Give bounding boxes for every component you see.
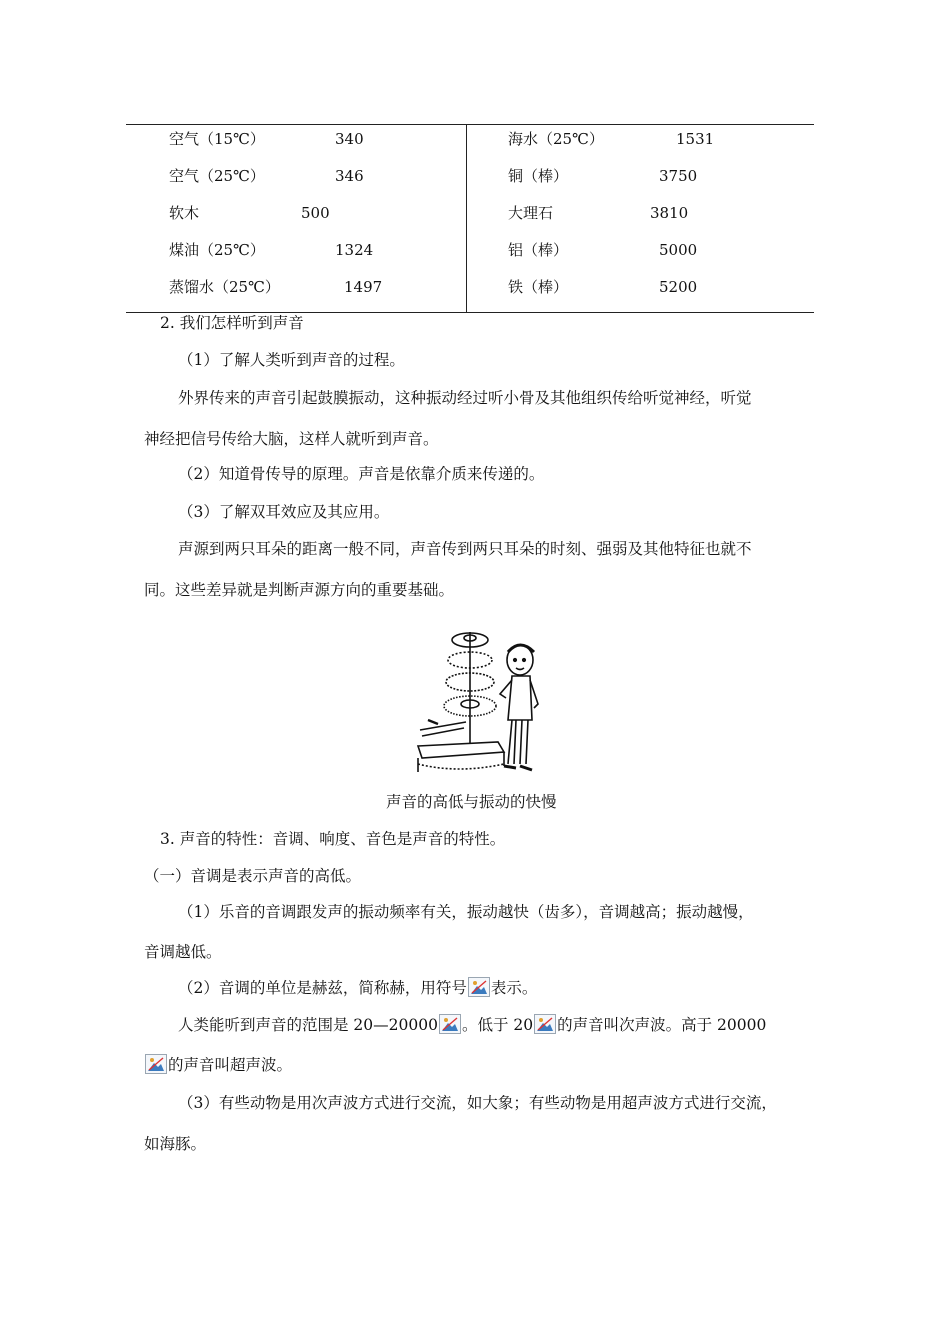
- gear-wheels-illustration: [408, 624, 548, 780]
- paragraph-line: 声源到两只耳朵的距离一般不同，声音传到两只耳朵的时刻、强弱及其他特征也就不: [178, 540, 752, 558]
- paragraph-line: [178, 1014, 766, 1036]
- paragraph-line: 同。这些差异就是判断声源方向的重要基础。: [144, 581, 455, 599]
- table-cell-material: 空气（25℃）: [169, 167, 265, 185]
- sound-speed-table: [126, 124, 814, 313]
- unit-text: 表示。: [490, 979, 538, 997]
- table-cell-material: 大理石: [508, 204, 554, 222]
- list-item-continuation: 音调越低。: [144, 943, 222, 961]
- paragraph-line: 神经把信号传给大脑，这样人就听到声音。: [144, 430, 439, 448]
- table-cell-speed: 3810: [650, 204, 689, 222]
- table-cell-speed: 500: [301, 204, 330, 222]
- table-cell-material: 软木: [169, 204, 200, 222]
- section-heading: 2. 我们怎样听到声音: [160, 314, 304, 332]
- range-text: 人类能听到声音的范围是 20—20000: [178, 1016, 438, 1034]
- list-item: （3）了解双耳效应及其应用。: [178, 503, 390, 521]
- table-cell-material: 铝（棒）: [508, 241, 569, 259]
- range-text: 的声音叫超声波。: [168, 1056, 293, 1074]
- table-cell-material: 铁（棒）: [508, 278, 569, 296]
- figure-caption: 声音的高低与振动的快慢: [386, 793, 557, 811]
- gear-wheels-drawing: [408, 624, 548, 780]
- paragraph-line: 外界传来的声音引起鼓膜振动，这种振动经过听小骨及其他组织传给听觉神经，听觉: [178, 389, 752, 407]
- list-item: （1）了解人类听到声音的过程。: [178, 351, 405, 369]
- table-cell-speed: 5000: [659, 241, 698, 259]
- table-divider: [466, 125, 467, 312]
- table-cell-material: 煤油（25℃）: [169, 241, 265, 259]
- list-item: （3）有些动物是用次声波方式进行交流，如大象；有些动物是用超声波方式进行交流，: [178, 1094, 777, 1112]
- subheading: （一）音调是表示声音的高低。: [144, 867, 362, 885]
- section-heading: 3. 声音的特性：音调、响度、音色是声音的特性。: [160, 830, 506, 848]
- list-item: （1）乐音的音调跟发声的振动频率有关，振动越快（齿多），音调越高；振动越慢，: [178, 903, 754, 921]
- broken-image-icon: [534, 1014, 556, 1034]
- range-text: 的声音叫次声波。高于 20000: [557, 1016, 767, 1034]
- table-cell-speed: 1324: [335, 241, 374, 259]
- table-cell-material: 海水（25℃）: [508, 130, 604, 148]
- list-item: [178, 977, 537, 999]
- table-cell-material: 空气（15℃）: [169, 130, 265, 148]
- list-item: （2）知道骨传导的原理。声音是依靠介质来传递的。: [178, 465, 545, 483]
- broken-image-icon: [439, 1014, 461, 1034]
- range-text: 。低于 20: [461, 1016, 534, 1034]
- table-cell-speed: 5200: [659, 278, 698, 296]
- list-item-continuation: 如海豚。: [144, 1135, 207, 1153]
- table-cell-speed: 340: [335, 130, 364, 148]
- table-cell-speed: 1531: [676, 130, 715, 148]
- table-cell-speed: 3750: [659, 167, 698, 185]
- broken-image-icon: [145, 1054, 167, 1074]
- table-cell-speed: 346: [335, 167, 364, 185]
- paragraph-line: [144, 1054, 292, 1076]
- table-cell-material: 铜（棒）: [508, 167, 569, 185]
- table-cell-speed: 1497: [344, 278, 383, 296]
- unit-text: （2）音调的单位是赫兹，简称赫，用符号: [178, 979, 467, 997]
- broken-image-icon: [468, 977, 490, 997]
- table-cell-material: 蒸馏水（25℃）: [169, 278, 280, 296]
